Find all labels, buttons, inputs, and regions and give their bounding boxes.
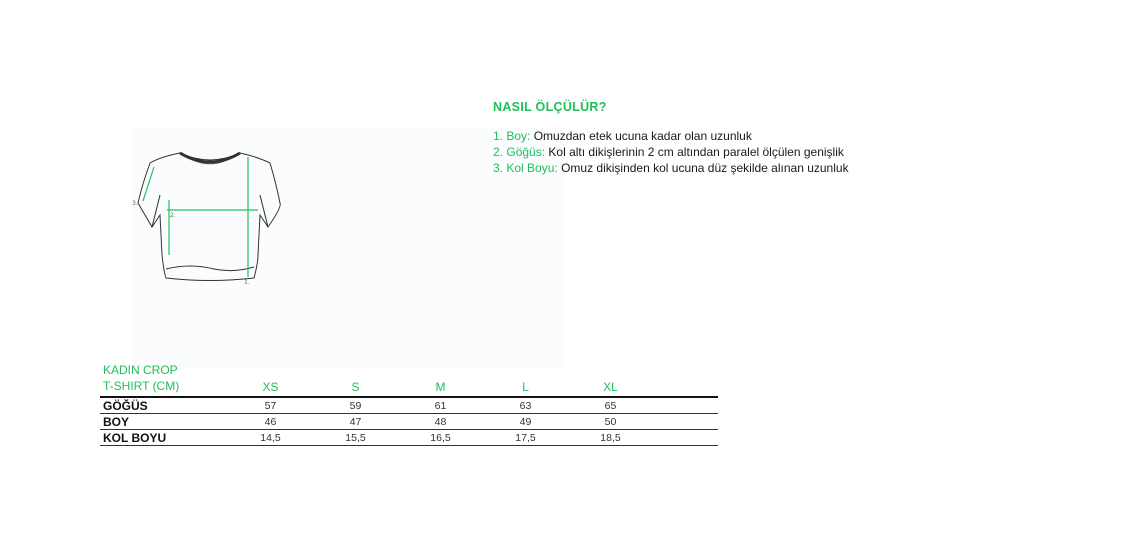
table-cell: 63 [483, 397, 568, 414]
step-number: 2. [493, 145, 504, 159]
table-cell: 46 [228, 414, 313, 430]
table-row [100, 397, 718, 414]
step-number: 1. [493, 129, 504, 143]
table-cell: 48 [398, 414, 483, 430]
table-cell: 49 [483, 414, 568, 430]
row-label: KOL BOYU [100, 430, 228, 446]
table-header-row [100, 362, 718, 397]
table-row [100, 414, 718, 430]
size-table [100, 362, 718, 446]
step-kol-boyu [493, 160, 1093, 176]
table-cell: 61 [398, 397, 483, 414]
step-description: Omuzdan etek ucuna kadar olan uzunluk [530, 129, 752, 143]
size-header-xl: XL [568, 362, 653, 397]
label-2: 2. [170, 212, 176, 219]
step-term: Göğüs: [506, 145, 546, 159]
row-label: BOY [100, 414, 228, 430]
table-title-line1: KADIN CROP [103, 363, 178, 377]
table-cell: 50 [568, 414, 653, 430]
how-to-measure-title: NASIL ÖLÇÜLÜR? [493, 100, 607, 114]
table-cell: 15,5 [313, 430, 398, 446]
spacer-header [653, 362, 718, 397]
step-boy [493, 128, 1093, 144]
table-cell: 16,5 [398, 430, 483, 446]
step-description: Kol altı dikişlerinin 2 cm altından paralel ölçülen genişlik [545, 145, 844, 159]
table-cell: 14,5 [228, 430, 313, 446]
table-cell: 47 [313, 414, 398, 430]
step-term: Boy: [506, 129, 531, 143]
label-3: 3. [132, 200, 138, 207]
spacer-cell [653, 397, 718, 414]
table-title [100, 362, 228, 397]
size-header-s: S [313, 362, 398, 397]
table-cell: 17,5 [483, 430, 568, 446]
table-cell: 57 [228, 397, 313, 414]
tshirt-diagram [130, 145, 290, 290]
size-header-l: L [483, 362, 568, 397]
how-to-measure [493, 100, 1093, 176]
step-term: Kol Boyu: [506, 161, 558, 175]
size-header-m: M [398, 362, 483, 397]
table-cell: 18,5 [568, 430, 653, 446]
table-row [100, 430, 718, 446]
step-gogus [493, 144, 1093, 160]
row-label: GÖĞÜS [100, 397, 228, 414]
table-title-line2: T-SHIRT (CM) [103, 379, 180, 393]
table-cell: 65 [568, 397, 653, 414]
step-number: 3. [493, 161, 504, 175]
size-header-xs: XS [228, 362, 313, 397]
tshirt-outline [138, 153, 280, 281]
label-1: 1. [244, 279, 250, 286]
step-description: Omuz dikişinden kol ucuna düz şekilde alınan uzunluk [557, 161, 849, 175]
table-cell: 59 [313, 397, 398, 414]
spacer-cell [653, 414, 718, 430]
spacer-cell [653, 430, 718, 446]
